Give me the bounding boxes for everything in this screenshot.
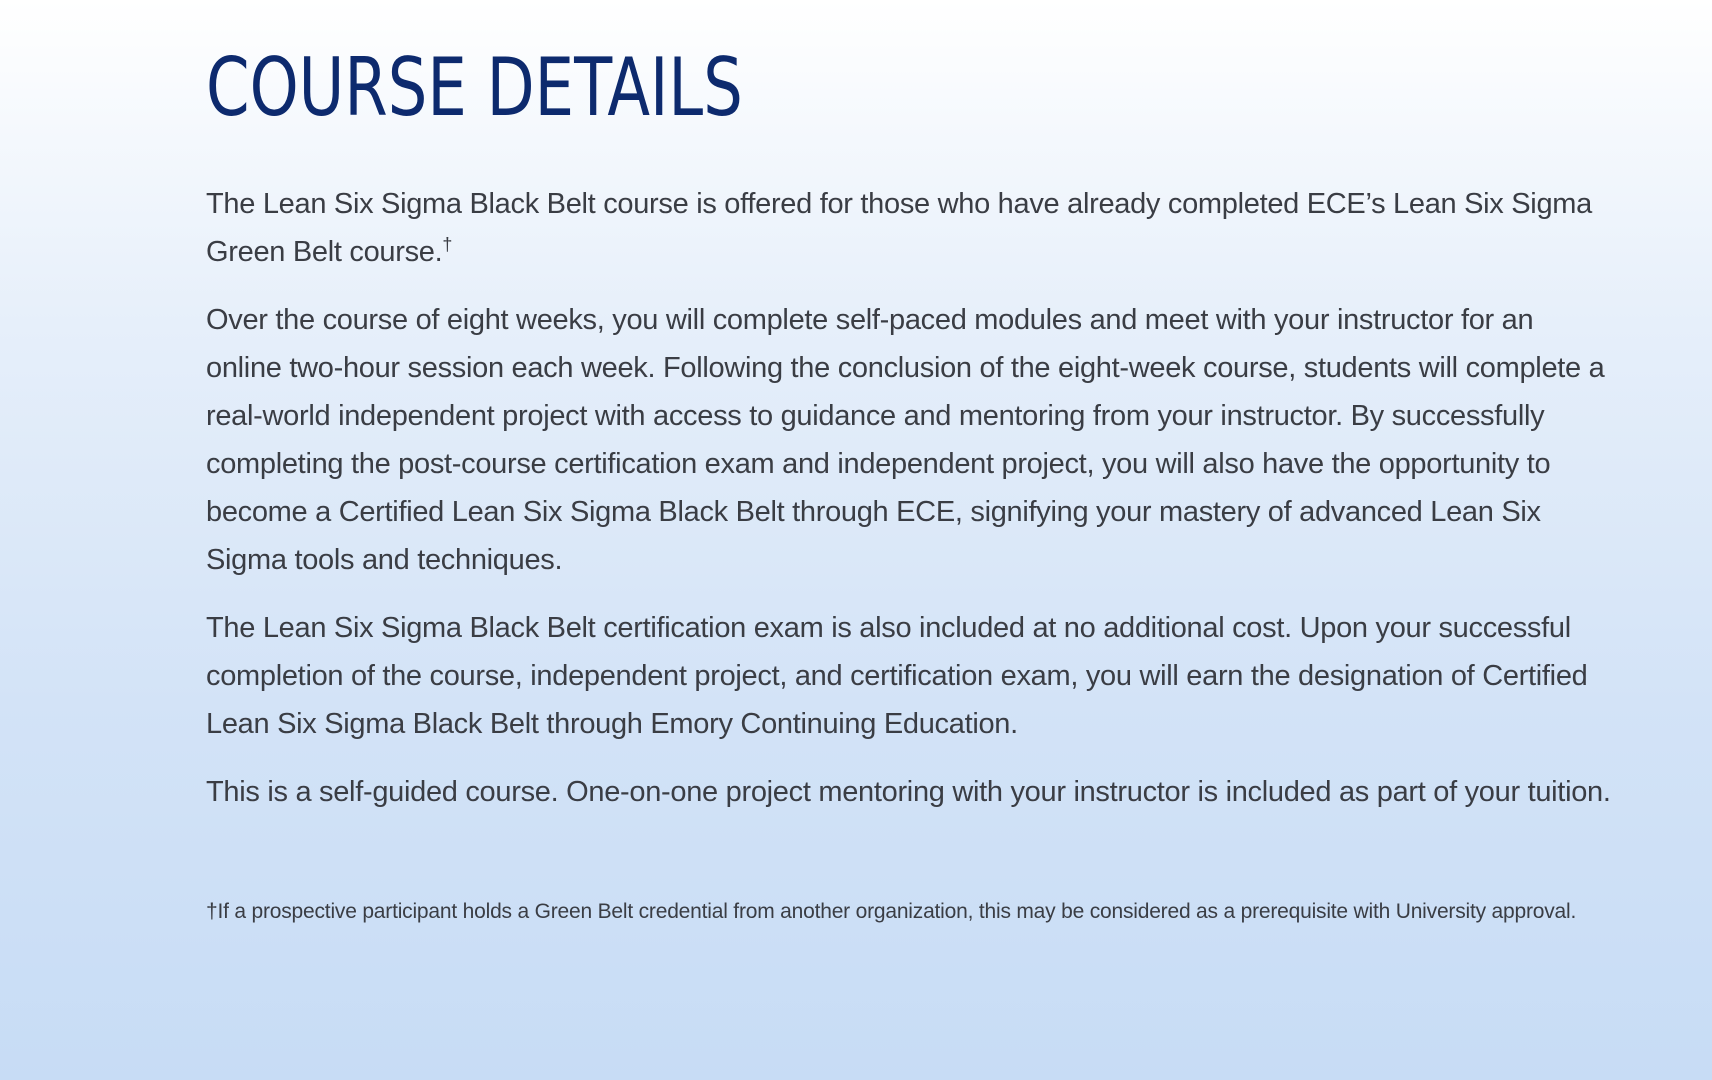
course-details-section [206, 40, 1616, 936]
paragraph-course-format: Over the course of eight weeks, you will complete self-paced modules and meet with your instructor for an online two-hour session each week. Following the conclusion of the eight-week course, students will complete a real-world independent project with access to guidance and mentoring from your instructor. By successfully completing the post-course certification exam and independent project, you will also have the opportunity to become a Certified Lean Six Sigma Black Belt through ECE, signifying your mastery of advanced Lean Six Sigma tools and techniques. [206, 304, 1605, 576]
course-description [206, 180, 1616, 816]
paragraph-prerequisite-text: The Lean Six Sigma Black Belt course is offered for those who have already completed ECE’s Lean Six Sigma Green Belt course. [206, 188, 1592, 268]
page-title: COURSE DETAILS [206, 41, 743, 134]
paragraph-self-guided: This is a self-guided course. One-on-one project mentoring with your instructor is included as part of your tuition. [206, 776, 1611, 808]
dagger-footnote-mark: † [442, 234, 453, 255]
footnote: †If a prospective participant holds a Green Belt credential from another organization, this may be considered as a prerequisite with University approval. [206, 900, 1577, 923]
paragraph-certification-exam: The Lean Six Sigma Black Belt certification exam is also included at no additional cost. Upon your successful completion of the course, independent project, and certification exam, you will earn the designation of Certified Lean Six Sigma Black Belt through Emory Continuing Education. [206, 612, 1588, 740]
paragraph-prerequisite [206, 180, 1616, 276]
